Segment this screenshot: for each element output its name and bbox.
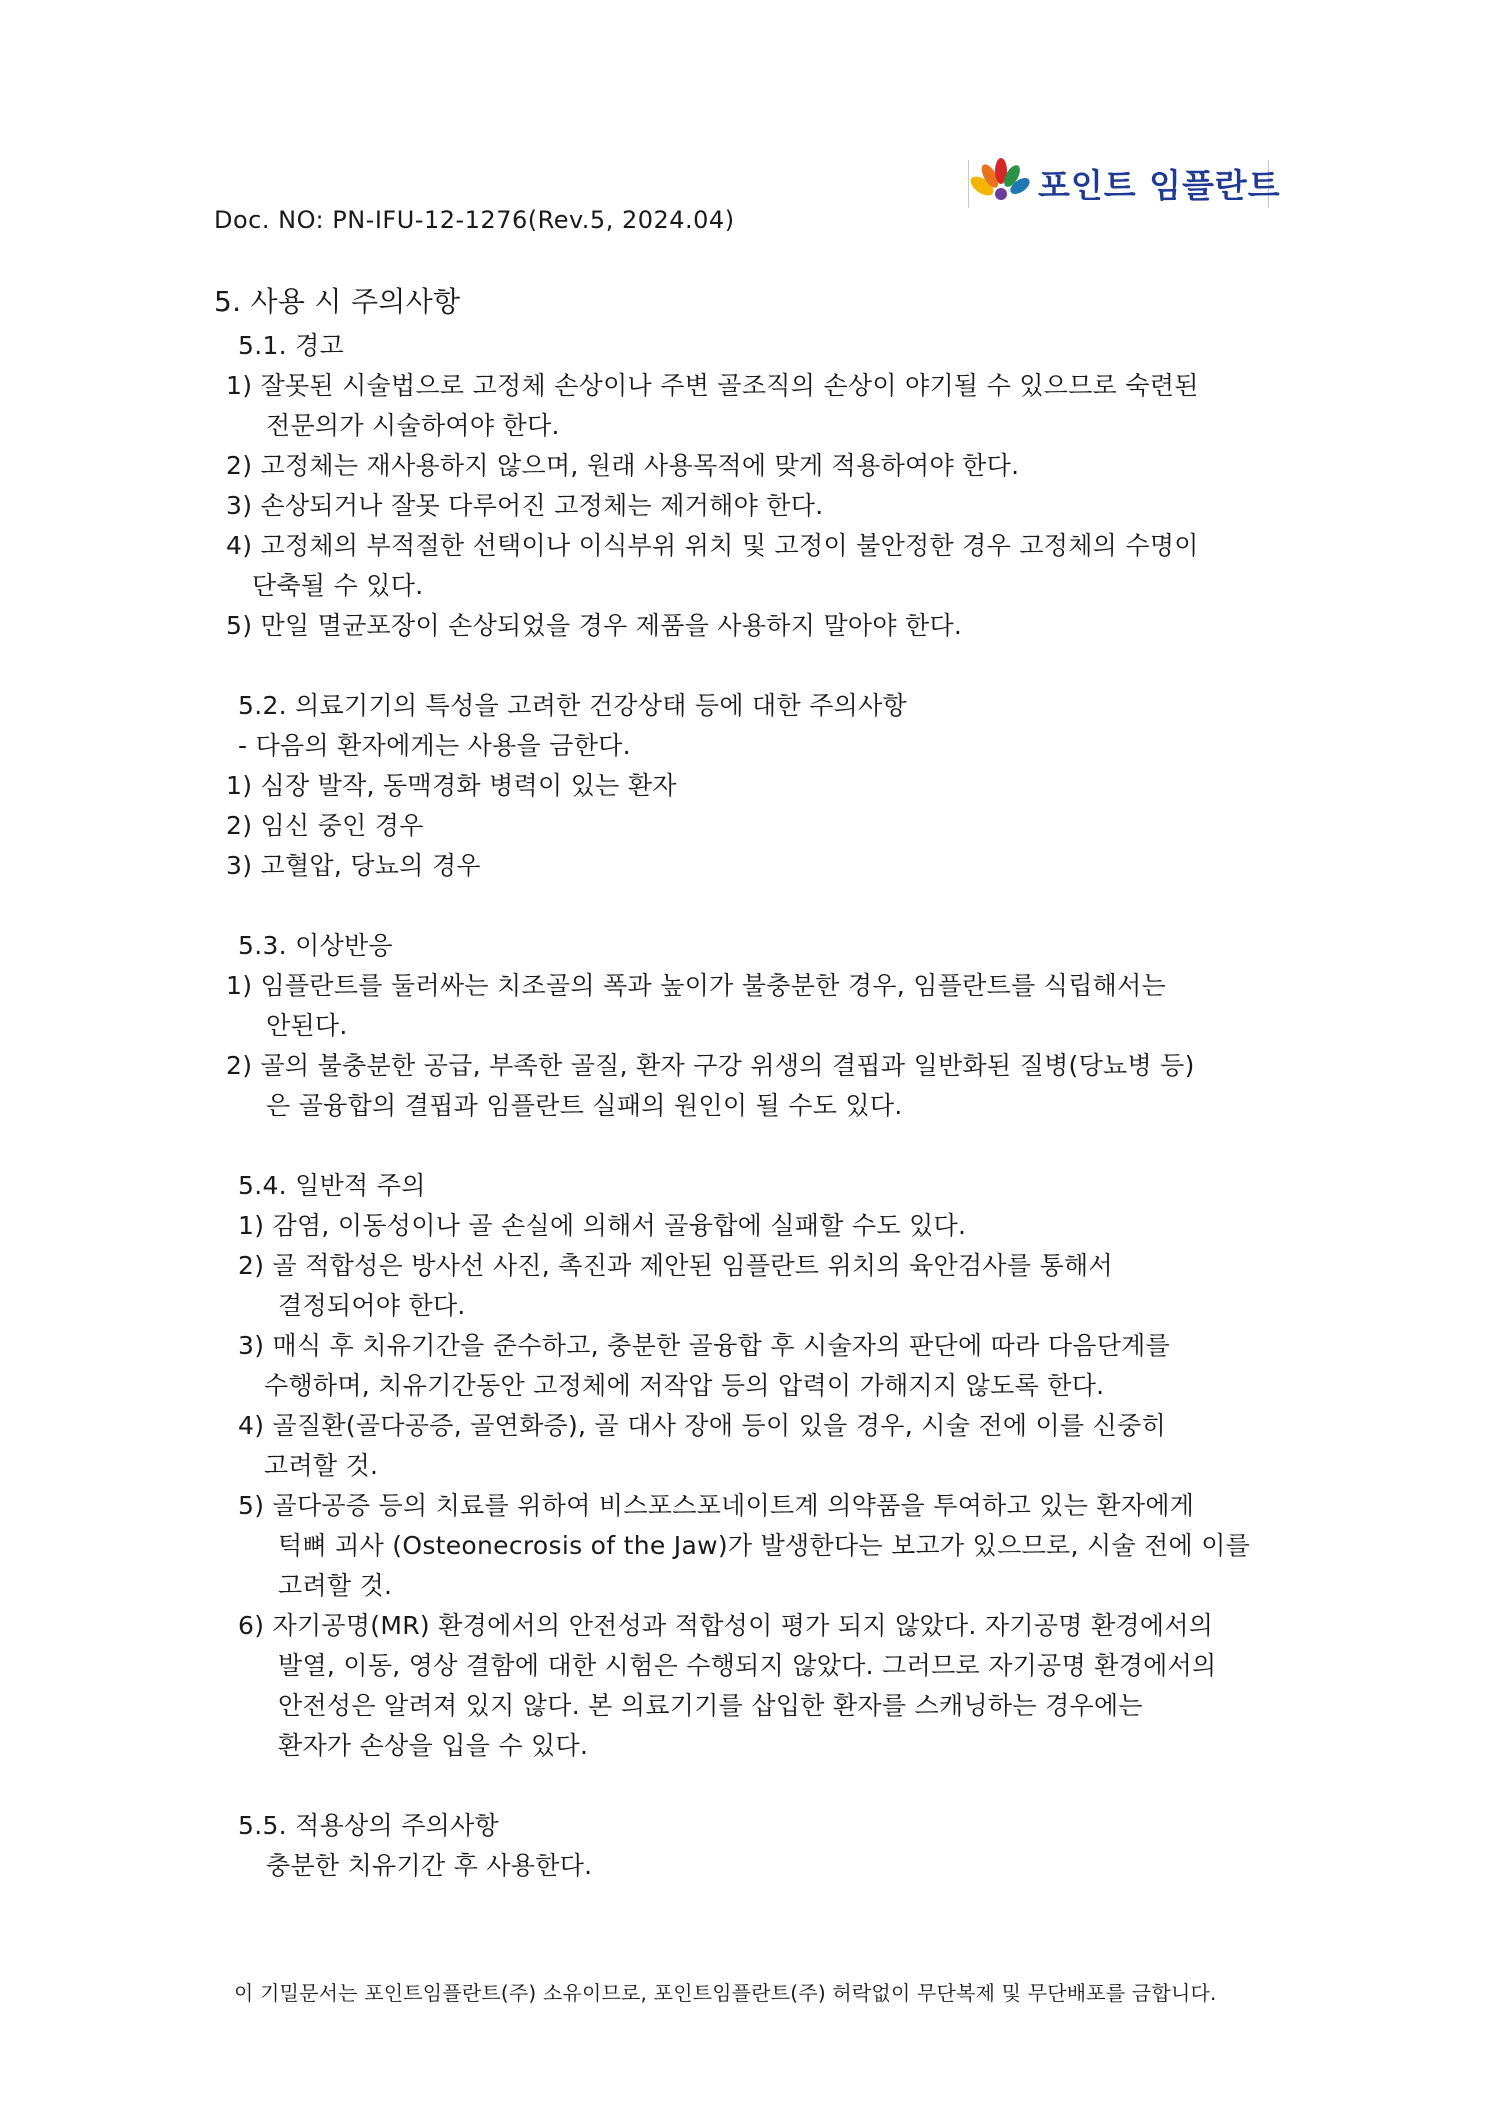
list-item: 1) 잘못된 시술법으로 고정체 손상이나 주변 골조직의 손상이 야기될 수 있으므로 숙련된 (226, 371, 1199, 400)
intro-text: - 다음의 환자에게는 사용을 금한다. (238, 731, 631, 760)
list-item: 5) 만일 멸균포장이 손상되었을 경우 제품을 사용하지 말아야 한다. (226, 611, 963, 640)
heading-5-4: 5.4. 일반적 주의 (238, 1171, 426, 1200)
list-item: 수행하며, 치유기간동안 고정체에 저작압 등의 압력이 가해지지 않도록 한다. (264, 1371, 1105, 1400)
list-item: 3) 매식 후 치유기간을 준수하고, 충분한 골융합 후 시술자의 판단에 따라 다음단계를 (238, 1331, 1171, 1360)
list-item: 2) 골의 불충분한 공급, 부족한 골질, 환자 구강 위생의 결핍과 일반화된 질병(당뇨병 등) (226, 1051, 1195, 1080)
document-number: Doc. NO: PN-IFU-12-1276(Rev.5, 2024.04) (214, 206, 735, 234)
list-item: 4) 고정체의 부적절한 선택이나 이식부위 위치 및 고정이 불안정한 경우 고정체의 수명이 (226, 531, 1199, 560)
heading-5-2: 5.2. 의료기기의 특성을 고려한 건강상태 등에 대한 주의사항 (238, 691, 907, 720)
petal-fan-logo-icon (968, 156, 1032, 200)
list-item: 결정되어야 한다. (278, 1291, 466, 1320)
list-item: 3) 손상되거나 잘못 다루어진 고정체는 제거해야 한다. (226, 491, 824, 520)
heading-5-1: 5.1. 경고 (238, 331, 345, 360)
list-item: 안된다. (266, 1011, 348, 1040)
list-item: 1) 심장 발작, 동맥경화 병력이 있는 환자 (226, 771, 677, 800)
list-item: 전문의가 시술하여야 한다. (266, 411, 560, 440)
list-item: 3) 고혈압, 당뇨의 경우 (226, 851, 481, 880)
list-item: 6) 자기공명(MR) 환경에서의 안전성과 적합성이 평가 되지 않았다. 자기공명 환경에서의 (238, 1611, 1214, 1640)
heading-5-5: 5.5. 적용상의 주의사항 (238, 1811, 499, 1840)
list-item: 충분한 치유기간 후 사용한다. (266, 1851, 593, 1880)
list-item: 2) 고정체는 재사용하지 않으며, 원래 사용목적에 맞게 적용하여야 한다. (226, 451, 1020, 480)
list-item: 2) 골 적합성은 방사선 사진, 촉진과 제안된 임플란트 위치의 육안검사를 통해서 (238, 1251, 1113, 1280)
list-item: 발열, 이동, 영상 결함에 대한 시험은 수행되지 않았다. 그러므로 자기공명 환경에서의 (278, 1651, 1217, 1680)
company-logo (968, 150, 1281, 210)
list-item: 턱뼈 괴사 (Osteonecrosis of the Jaw)가 발생한다는 보고가 있으므로, 시술 전에 이를 (278, 1531, 1251, 1560)
list-item: 고려할 것. (278, 1571, 393, 1600)
logo-text: 포인트 임플란트 (1038, 166, 1281, 205)
list-item: 은 골융합의 결핍과 임플란트 실패의 원인이 될 수도 있다. (266, 1091, 903, 1120)
list-item: 환자가 손상을 입을 수 있다. (278, 1731, 589, 1760)
confidentiality-footer: 이 기밀문서는 포인트임플란트(주) 소유이므로, 포인트임플란트(주) 허락없이 무단복제 및 무단배포를 금합니다. (234, 1981, 1217, 2005)
list-item: 1) 감염, 이동성이나 골 손실에 의해서 골융합에 실패할 수도 있다. (238, 1211, 967, 1240)
list-item: 단축될 수 있다. (252, 571, 424, 600)
list-item: 2) 임신 중인 경우 (226, 811, 424, 840)
list-item: 4) 골질환(골다공증, 골연화증), 골 대사 장애 등이 있을 경우, 시술 전에 이를 신중히 (238, 1411, 1167, 1440)
heading-5-3: 5.3. 이상반응 (238, 931, 393, 960)
section-title: 5. 사용 시 주의사항 (214, 285, 461, 318)
list-item: 안전성은 알려져 있지 않다. 본 의료기기를 삽입한 환자를 스캐닝하는 경우에는 (278, 1691, 1143, 1720)
list-item: 5) 골다공증 등의 치료를 위하여 비스포스포네이트계 의약품을 투여하고 있는 환자에게 (238, 1491, 1195, 1520)
list-item: 고려할 것. (264, 1451, 379, 1480)
list-item: 1) 임플란트를 둘러싸는 치조골의 폭과 높이가 불충분한 경우, 임플란트를 식립해서는 (226, 971, 1167, 1000)
